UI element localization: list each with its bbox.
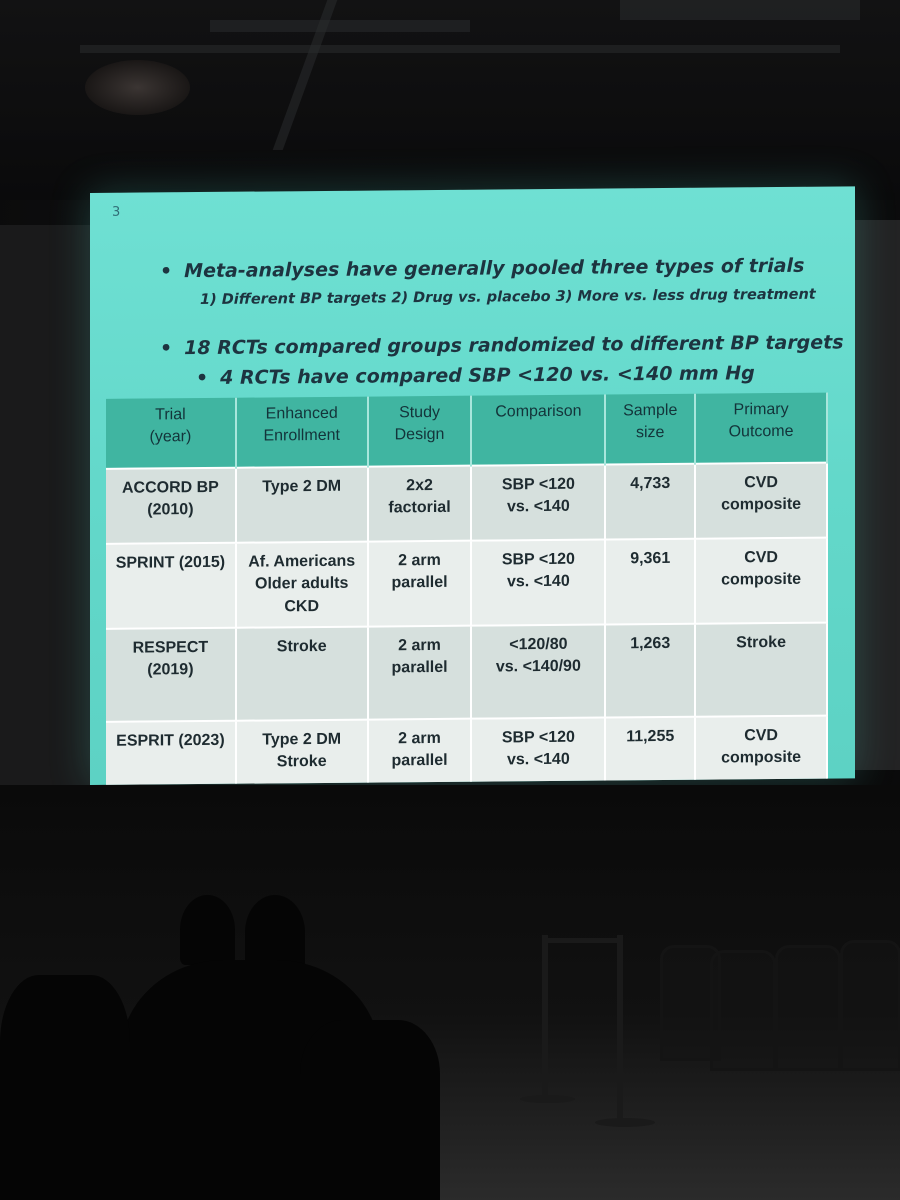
cell-comparison: SBP <120 vs. <140 bbox=[471, 540, 605, 626]
cell-sample-size: 4,733 bbox=[605, 464, 695, 540]
audience-silhouette bbox=[245, 895, 305, 970]
stanchion-post bbox=[542, 935, 548, 1100]
cell-trial: SPRINT (2015) bbox=[106, 543, 236, 629]
bullet-dot-icon: • bbox=[196, 366, 209, 390]
chair bbox=[775, 945, 841, 1071]
bullet-3-text: 4 RCTs have compared SBP <120 vs. <140 mm Hg bbox=[220, 362, 755, 389]
chair bbox=[840, 940, 900, 1071]
cell-trial: RESPECT (2019) bbox=[106, 628, 236, 722]
cell-design: 2 arm parallel bbox=[368, 626, 472, 720]
table-header-row bbox=[106, 393, 827, 469]
stanchion-post bbox=[617, 935, 623, 1125]
cell-sample-size: 1,263 bbox=[605, 624, 695, 718]
cell-outcome: CVD composite bbox=[695, 463, 827, 539]
stanchion-base bbox=[520, 1095, 575, 1103]
bullet-1 bbox=[160, 255, 804, 283]
table-row bbox=[106, 716, 827, 785]
bullet-1-subtext: 1) Different BP targets 2) Drug vs. placebo 3) More vs. less drug treatment bbox=[200, 286, 816, 309]
ceiling-truss bbox=[620, 0, 860, 20]
header-sample-size: Sample size bbox=[605, 394, 695, 465]
cell-enrollment: Type 2 DM Stroke bbox=[236, 720, 368, 785]
cell-outcome: Stroke bbox=[695, 623, 827, 717]
cell-design: 2x2 factorial bbox=[368, 466, 472, 542]
cell-outcome: CVD composite bbox=[695, 538, 827, 624]
table-row bbox=[106, 623, 827, 722]
cell-trial: ESPRIT (2023) bbox=[106, 721, 236, 785]
audience-silhouette bbox=[0, 975, 130, 1200]
header-outcome: Primary Outcome bbox=[695, 393, 827, 464]
header-trial: Trial (year) bbox=[106, 398, 236, 469]
ceiling-light bbox=[85, 60, 190, 115]
cell-design: 2 arm parallel bbox=[368, 541, 472, 627]
cell-enrollment: Type 2 DM bbox=[236, 467, 368, 543]
cell-comparison: SBP <120 vs. <140 bbox=[471, 465, 605, 541]
slide-number: 3 bbox=[112, 204, 121, 220]
cell-enrollment: Af. Americans Older adults CKD bbox=[236, 542, 368, 628]
cell-outcome: CVD composite bbox=[695, 716, 827, 785]
header-design: Study Design bbox=[368, 396, 472, 467]
ceiling-truss bbox=[210, 20, 470, 32]
bullet-2 bbox=[160, 331, 844, 359]
chair bbox=[710, 950, 776, 1071]
header-enrollment: Enhanced Enrollment bbox=[236, 397, 368, 468]
projection-screen bbox=[90, 186, 855, 785]
cell-comparison: SBP <120 vs. <140 bbox=[471, 718, 605, 785]
header-comparison: Comparison bbox=[471, 395, 605, 466]
side-wall bbox=[0, 225, 98, 785]
table-row bbox=[106, 538, 827, 629]
cell-sample-size: 9,361 bbox=[605, 539, 695, 625]
stanchion-belt bbox=[545, 938, 620, 943]
ceiling-truss bbox=[80, 45, 840, 53]
trials-table bbox=[106, 393, 828, 785]
bullet-3 bbox=[196, 362, 755, 389]
cell-enrollment: Stroke bbox=[236, 627, 368, 721]
bullet-dot-icon: • bbox=[160, 260, 173, 283]
bullet-dot-icon: • bbox=[160, 337, 173, 360]
table-row bbox=[106, 463, 827, 544]
cell-comparison: <120/80 vs. <140/90 bbox=[471, 625, 605, 719]
bullet-2-text: 18 RCTs compared groups randomized to different BP targets bbox=[184, 331, 844, 360]
cell-sample-size: 11,255 bbox=[605, 717, 695, 785]
cell-design: 2 arm parallel bbox=[368, 719, 472, 785]
audience-silhouette bbox=[180, 895, 235, 965]
cell-trial: ACCORD BP (2010) bbox=[106, 468, 236, 544]
bullet-1-text: Meta-analyses have generally pooled three types of trials bbox=[184, 254, 805, 283]
side-wall bbox=[848, 220, 900, 770]
audience-silhouette bbox=[300, 1020, 440, 1200]
stanchion-base bbox=[595, 1118, 655, 1127]
